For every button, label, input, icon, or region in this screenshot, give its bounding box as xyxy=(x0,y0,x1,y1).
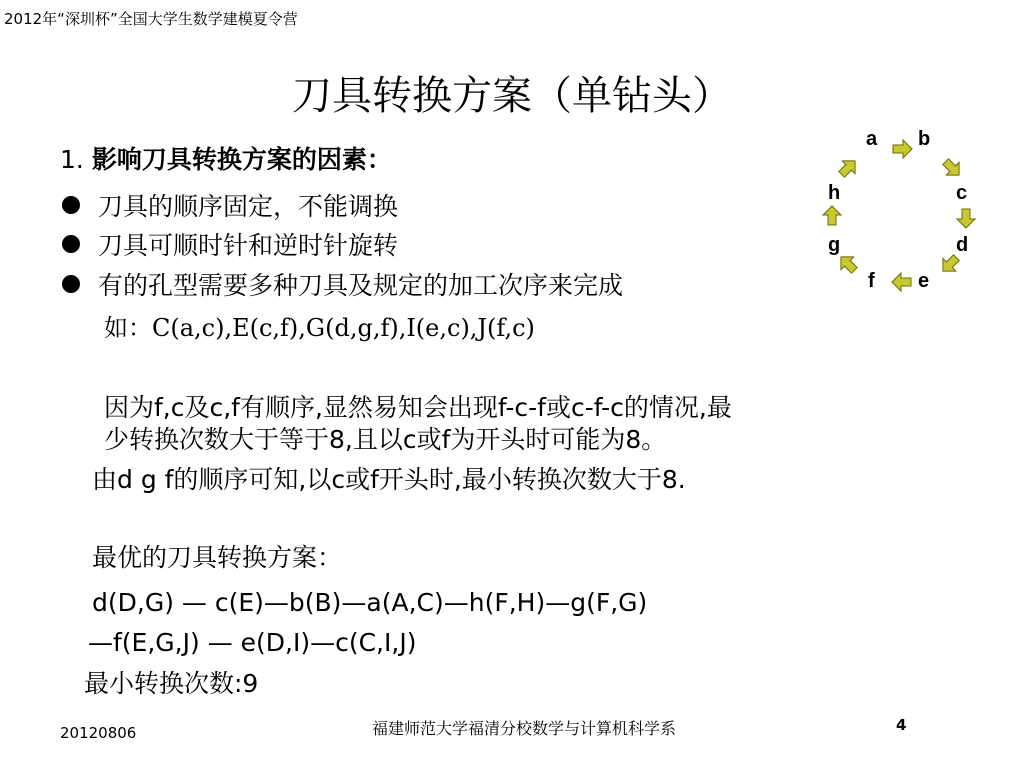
arrow-d-e-icon xyxy=(937,251,963,277)
tool-label-g: g xyxy=(828,234,841,256)
plan-line-1: d(D,G) — c(E)—b(B)—a(A,C)—h(F,H)—g(F,G) xyxy=(92,588,648,617)
bullet-text: 有的孔型需要多种刀具及规定的加工次序来完成 xyxy=(98,271,624,300)
example-prefix: 如： xyxy=(104,314,152,342)
tool-ring-diagram xyxy=(810,124,1000,304)
ring-arrows xyxy=(810,124,1000,304)
tool-label-b: b xyxy=(918,128,931,150)
reason-line-2: 少转换次数大于等于8,且以c或f为开头时可能为8。 xyxy=(104,425,667,454)
arrow-c-d-icon xyxy=(957,209,975,228)
page-number: 4 xyxy=(896,716,907,734)
dgf-line: 由d g f的顺序可知,以c或f开头时,最小转换次数大于8. xyxy=(92,465,686,494)
bullet-dot-icon xyxy=(62,196,80,214)
slide-header: 2012年“深圳杯”全国大学生数学建模夏令营 xyxy=(4,10,298,28)
bullet-text: 刀具的顺序固定，不能调换 xyxy=(98,192,399,221)
min-changes: 最小转换次数:9 xyxy=(84,669,259,698)
bullet-item xyxy=(62,266,623,302)
slide-title: 刀具转换方案（单钻头） xyxy=(292,73,732,119)
tool-label-e: e xyxy=(918,270,930,292)
bullet-item xyxy=(62,226,398,262)
footer-date: 20120806 xyxy=(60,724,137,742)
tool-label-f: f xyxy=(868,270,875,292)
arrow-b-c-icon xyxy=(939,155,965,181)
bullet-dot-icon xyxy=(62,275,80,293)
section-heading-text: 影响刀具转换方案的因素： xyxy=(91,145,392,174)
arrow-g-h-icon xyxy=(823,206,841,225)
example-line xyxy=(104,308,535,343)
optimal-label: 最优的刀具转换方案： xyxy=(92,543,343,572)
bullet-dot-icon xyxy=(62,235,80,253)
tool-label-c: c xyxy=(956,182,968,204)
section-heading xyxy=(60,140,392,176)
bullet-item xyxy=(62,187,398,223)
reason-line-1: 因为f,c及c,f有顺序,显然易知会出现f-c-f或c-f-c的情况,最 xyxy=(104,393,732,422)
tool-label-a: a xyxy=(866,128,878,150)
tool-label-d: d xyxy=(956,234,969,256)
section-number: 1. xyxy=(60,145,84,174)
example-text: C(a,c),E(c,f),G(d,g,f),I(e,c),J(f,c) xyxy=(152,314,535,342)
bullet-text: 刀具可顺时针和逆时针旋转 xyxy=(98,231,399,260)
arrow-f-g-icon xyxy=(835,251,861,277)
arrow-e-f-icon xyxy=(892,273,911,291)
arrow-h-a-icon xyxy=(835,155,861,181)
tool-label-h: h xyxy=(828,182,841,204)
footer-organization: 福建师范大学福清分校数学与计算机科学系 xyxy=(372,719,677,738)
arrow-a-b-icon xyxy=(893,140,912,158)
plan-line-2: —f(E,G,J) — e(D,I)—c(C,I,J) xyxy=(88,628,417,657)
